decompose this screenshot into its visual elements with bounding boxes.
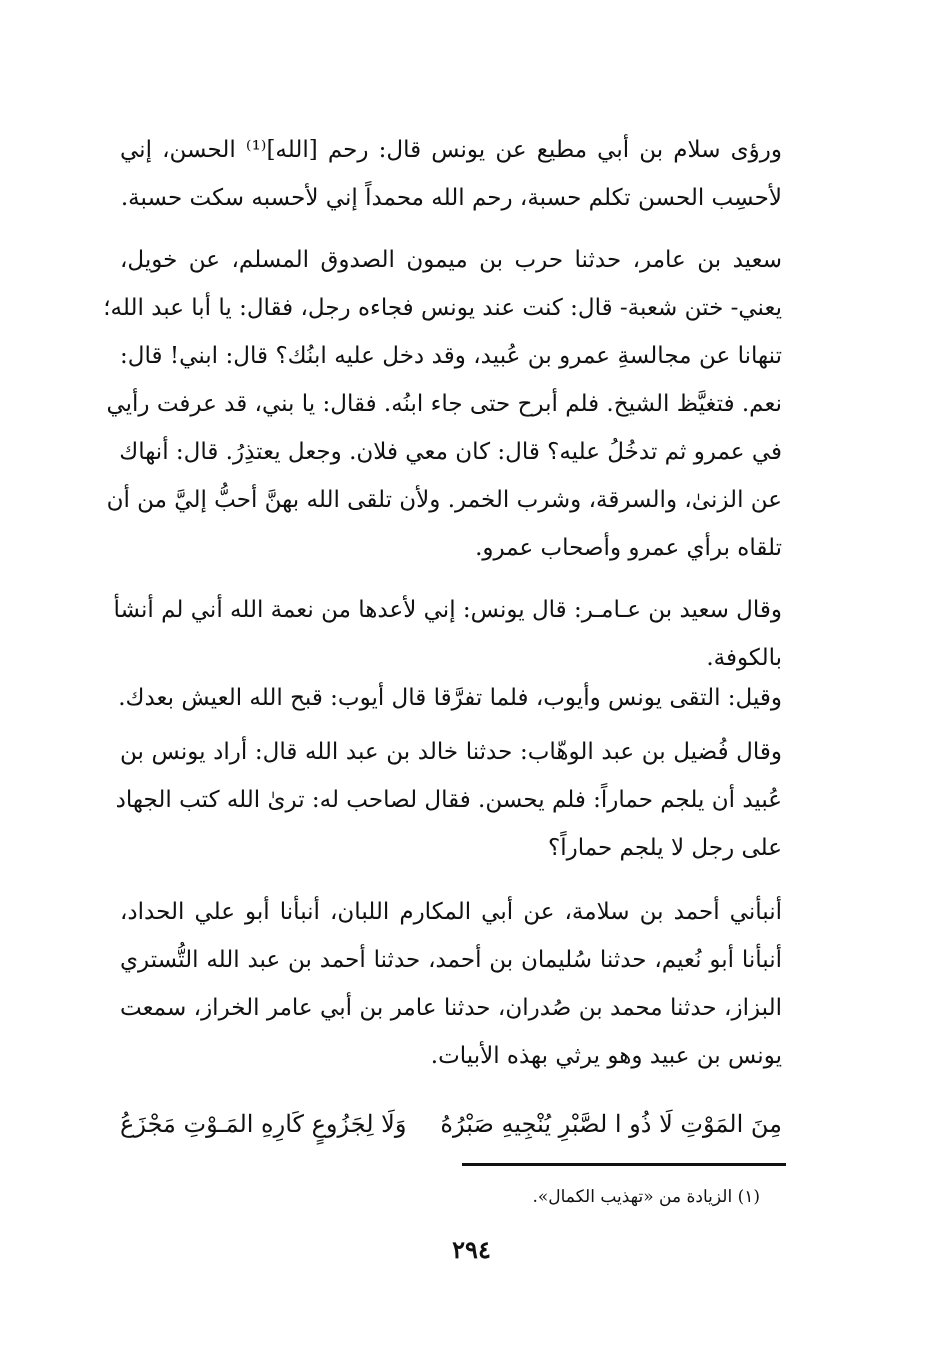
text-line: عن الزنىٰ، والسرقة، وشرب الخمر. ولأن تلقى الله بهنَّ أحبُّ إليَّ من أن bbox=[106, 487, 782, 513]
text-line: يونس بن عبيد وهو يرثي بهذه الأبيات. bbox=[430, 1043, 782, 1069]
text-line: بالكوفة. bbox=[706, 645, 782, 671]
verse-first-hemistich: مِنَ المَوْتِ لَا ذُو ا لصَّبْرِ يُنْجِيهِ صَبْرُهُ bbox=[440, 1110, 782, 1138]
paragraph bbox=[103, 236, 782, 572]
text-line: على رجل لا يلجم حماراً؟ bbox=[547, 835, 782, 861]
text-line: عُبيد أن يلجم حماراً: فلم يحسن. فقال لصاحب له: ترىٰ الله كتب الجهاد bbox=[115, 787, 782, 813]
text-line: نعم. فتغيَّظ الشيخ. فلم أبرح حتى جاء ابنُه. فقال: يا بني، قد عرفت رأيي bbox=[106, 391, 782, 417]
text-line: في عمرو ثم تدخُلُ عليه؟ قال: كان معي فلان. وجعل يعتذِرُ. قال: أنهاك bbox=[119, 439, 782, 465]
text-line: يعني- ختن شعبة- قال: كنت عند يونس فجاءه رجل، فقال: يا أبا عبد الله؛ bbox=[103, 295, 782, 321]
paragraph bbox=[120, 674, 782, 722]
verse-second-hemistich: وَلَا لِجَزُوعٍ كَارِهِ المَـوْتِ مَجْزَعُ bbox=[120, 1110, 407, 1138]
poem-verse bbox=[120, 1100, 782, 1148]
text-line: وقال فُضيل بن عبد الوهّاب: حدثنا خالد بن عبد الله قال: أراد يونس بن bbox=[120, 739, 782, 765]
page-number: ٢٩٤ bbox=[452, 1235, 491, 1264]
text-line: أنبأني أحمد بن سلامة، عن أبي المكارم اللبان، أنبأنا أبو علي الحداد، bbox=[120, 899, 782, 925]
text-line: سعيد بن عامر، حدثنا حرب بن ميمون الصدوق المسلم، عن خويل، bbox=[120, 247, 782, 273]
text-line: وقال سعيد بن عـامـر: قال يونس: إني لأعدها من نعمة الله أني لم أنشأ bbox=[113, 597, 782, 623]
text-line: تلقاه برأي عمرو وأصحاب عمرو. bbox=[475, 535, 782, 561]
text-line: تنهانا عن مجالسةِ عمرو بن عُبيد، وقد دخل عليه ابنُك؟ قال: ابني! قال: bbox=[120, 343, 782, 369]
text-line: ورؤى سلام بن أبي مطيع عن يونس قال: رحم [الله]⁽¹⁾ الحسن، إني bbox=[120, 137, 782, 163]
paragraph bbox=[115, 728, 782, 872]
paragraph bbox=[120, 888, 782, 1080]
text-line: البزاز، حدثنا محمد بن صُدران، حدثنا عامر بن أبي عامر الخراز، سمعت bbox=[120, 995, 782, 1021]
text-line: أنبأنا أبو نُعيم، حدثنا سُليمان بن أحمد، حدثنا أحمد بن عبد الله التُّستري bbox=[120, 947, 782, 973]
paragraph bbox=[113, 586, 782, 682]
footnote-divider bbox=[462, 1163, 786, 1166]
footnote: (١) الزيادة من «تهذيب الكمال». bbox=[532, 1187, 760, 1207]
paragraph bbox=[120, 126, 782, 222]
text-line: لأحسِب الحسن تكلم حسبة، رحم الله محمداً إني لأحسبه سكت حسبة. bbox=[120, 185, 782, 211]
text-line: وقيل: التقى يونس وأيوب، فلما تفرَّقا قال أيوب: قبح الله العيش بعدك. bbox=[118, 685, 782, 711]
